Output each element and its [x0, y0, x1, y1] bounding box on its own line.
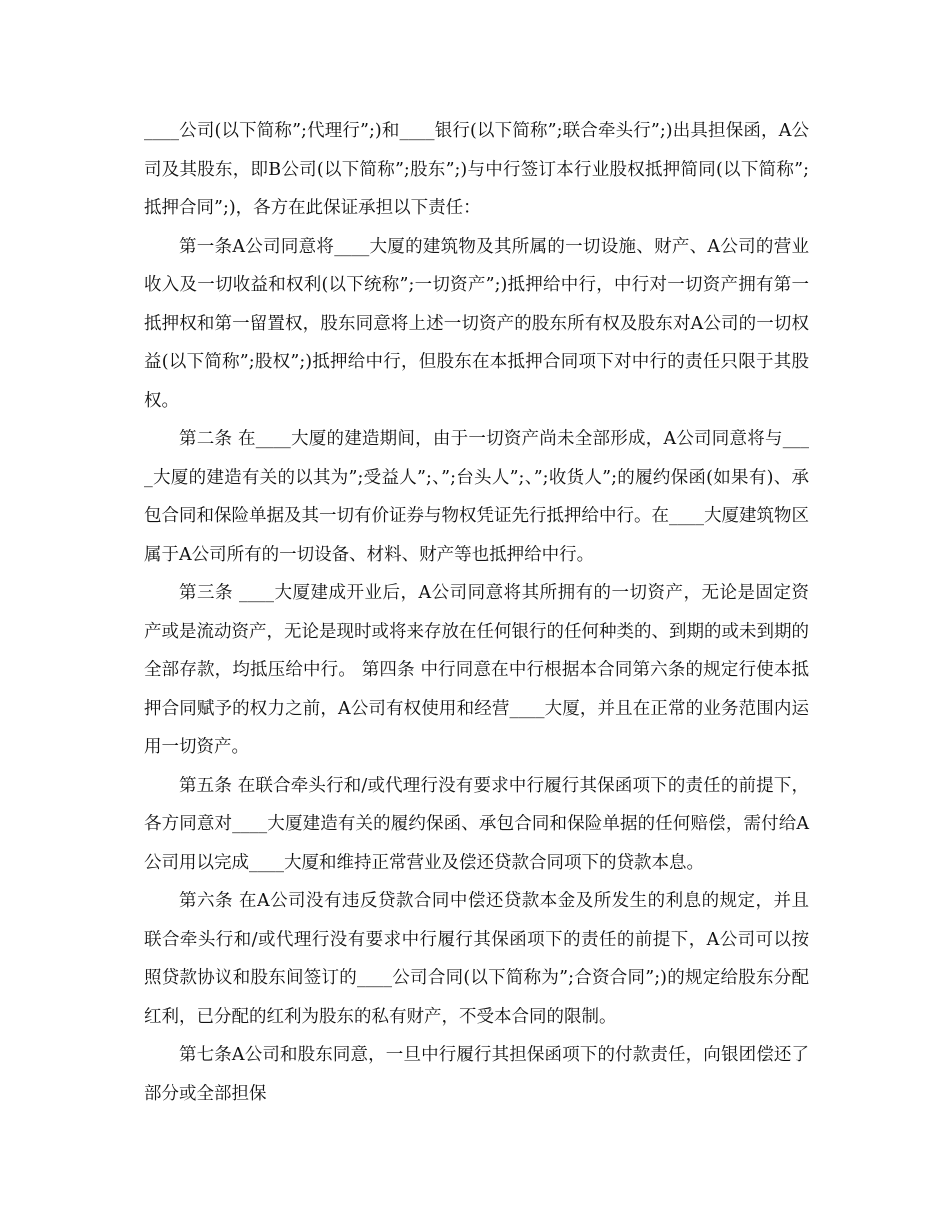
- paragraph-article-2: 第二条 在____大厦的建造期间，由于一切资产尚未全部形成，A公司同意将与____大厦的建造有关的以其为”;受益人”;、”;台头人”;、”;收货人”;的履约保函(如果有)、承包合同和保险单据及其一切有价证券与物权凭证先行抵押给中行。在____大厦建筑物区属于A公司所有的一切设备、材料、财产等也抵押给中行。: [144, 429, 809, 565]
- paragraph-article-6: 第六条 在A公司没有违反贷款合同中偿还贷款本金及所发生的利息的规定，并且联合牵头行和/或代理行没有要求中行履行其保函项下的责任的前提下，A公司可以按照贷款协议和股东间签订的____公司合同(以下简称为”;合资合同”;)的规定给股东分配红利，已分配的红利为股东的私有财产，不受本合同的限制。: [144, 891, 809, 1027]
- paragraph-article-5: 第五条 在联合牵头行和/或代理行没有要求中行履行其保函项下的责任的前提下，各方同意对____大厦建造有关的履约保函、承包合同和保险单据的任何赔偿，需付给A公司用以完成____大厦和维持正常营业及偿还贷款合同项下的贷款本息。: [144, 775, 809, 873]
- paragraph-article-7: 第七条A公司和股东同意，一旦中行履行其担保函项下的付款责任，向银团偿还了部分或全部担保: [144, 1045, 809, 1104]
- paragraph-article-3-4: 第三条 ____大厦建成开业后，A公司同意将其所拥有的一切资产，无论是固定资产或是流动资产，无论是现时或将来存放在任何银行的任何种类的、到期的或未到期的全部存款，均抵压给中行。 第四条 中行同意在中行根据本合同第六条的规定行使本抵押合同赋予的权力之前，A公司有权使用和经营____大厦，并且在正常的业务范围内运用一切资产。: [144, 583, 809, 757]
- document-page: [144, 112, 809, 1113]
- paragraph-intro: ____公司(以下简称”;代理行”;)和____银行(以下简称”;联合牵头行”;)出具担保函，A公司及其股东，即B公司(以下简称”;股东”;)与中行签订本行业股权抵押简同(以下简称”;抵押合同”;)，各方在此保证承担以下责任：: [144, 121, 809, 218]
- paragraph-article-1: 第一条A公司同意将____大厦的建筑物及其所属的一切设施、财产、A公司的营业收入及一切收益和权利(以下统称”;一切资产”;)抵押给中行，中行对一切资产拥有第一抵押权和第一留置权，股东同意将上述一切资产的股东所有权及股东对A公司的一切权益(以下简称”;股权”;)抵押给中行，但股东在本抵押合同项下对中行的责任只限于其股权。: [144, 236, 809, 411]
